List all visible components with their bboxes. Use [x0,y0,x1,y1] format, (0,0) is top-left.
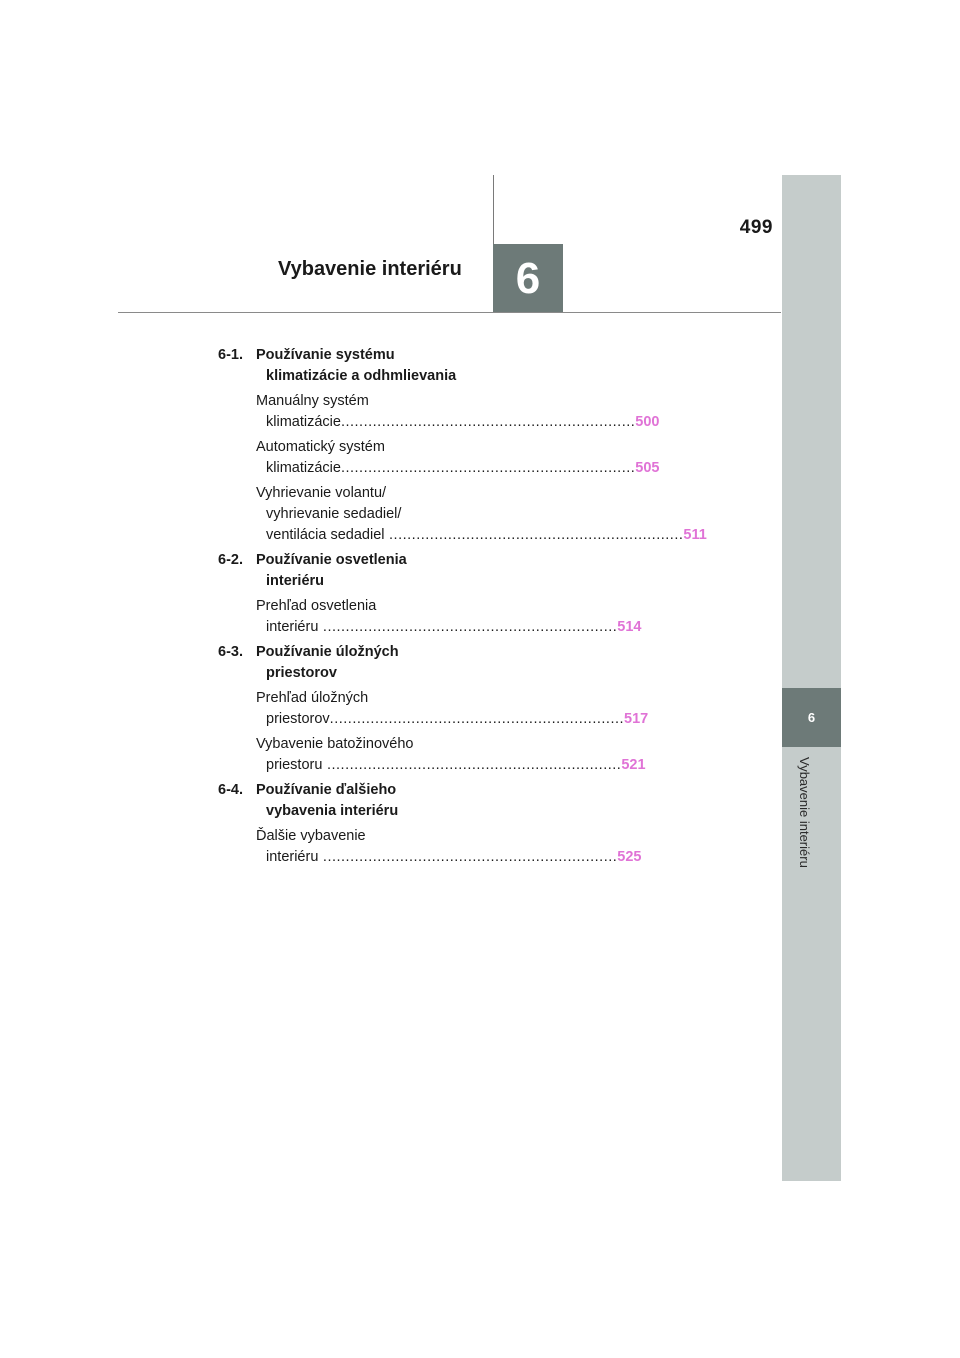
entry-title-line: Prehľad osvetlenia [256,598,377,614]
dot-leader: ................................................................. [318,849,618,865]
side-thumb-tab [782,175,841,1181]
section-title [256,780,468,822]
entry-last-line [256,412,660,433]
entry-last-line [256,458,660,479]
table-of-contents [218,345,707,872]
entry-title-line: Automatický systém [256,439,385,455]
entry-title-line: priestoru [266,757,323,773]
header-horizontal-divider [118,312,781,313]
entry-title-line: priestorov [266,711,330,727]
side-tab-label: Vybavenie interiéru [797,757,812,868]
entry-last-line [256,617,642,638]
section-title-line: vybavenia interiéru [266,803,399,819]
section-title-line: priestorov [266,665,337,681]
header-vertical-divider [493,175,494,245]
section-title [256,550,468,592]
dot-leader: ................................................................. [340,414,636,430]
toc-section-6-2 [218,550,468,592]
entry-title-line: interiéru [266,619,319,635]
entry-title-line: klimatizácie [266,460,341,476]
entry-title-line: klimatizácie [266,414,341,430]
section-title-line: Používanie systému [256,347,395,363]
section-title-line: interiéru [266,573,325,589]
entry-last-line [256,847,642,868]
section-number: 6-4. [218,782,243,798]
side-tab-chapter-number[interactable]: 6 [782,688,841,747]
entry-title-line: Vyhrievanie volantu/ [256,485,387,501]
page-link[interactable]: 511 [683,527,707,543]
section-title [256,345,468,387]
page-link[interactable]: 505 [635,460,660,476]
dot-leader: ................................................................. [329,711,625,727]
section-number: 6-1. [218,347,243,363]
chapter-number-box: 6 [493,244,563,313]
page-link[interactable]: 517 [624,711,649,727]
toc-section-6-3 [218,642,468,684]
toc-entry-manual-ac[interactable] [218,391,660,433]
toc-entry-automatic-ac[interactable] [218,437,660,479]
toc-entry-heated-steering[interactable] [218,483,707,546]
chapter-title: Vybavenie interiéru [278,258,462,280]
page-link[interactable]: 521 [621,757,646,773]
entry-title-line: Prehľad úložných [256,690,369,706]
toc-entry-interior-lights[interactable] [218,596,642,638]
entry-title-line: vyhrievanie sedadiel/ [266,506,402,522]
entry-last-line [256,709,649,730]
section-number: 6-3. [218,644,243,660]
entry-last-line [256,755,646,776]
section-title-line: klimatizácie a odhmlievania [266,368,457,384]
dot-leader: ................................................................. [318,619,618,635]
section-title-line: Používanie osvetlenia [256,552,407,568]
page-link[interactable]: 514 [617,619,642,635]
entry-title-line: Vybavenie batožinového [256,736,414,752]
entry-last-line [256,525,707,546]
dot-leader: ................................................................. [340,460,636,476]
page-link[interactable]: 525 [617,849,642,865]
toc-section-6-4 [218,780,468,822]
entry-title-line: Ďalšie vybavenie [256,828,366,844]
dot-leader: ................................................................. [384,527,684,543]
page-number: 499 [739,217,773,238]
page-link[interactable]: 500 [635,414,660,430]
toc-entry-luggage-features[interactable] [218,734,646,776]
toc-entry-other-interior[interactable] [218,826,642,868]
toc-entry-storage-overview[interactable] [218,688,649,730]
entry-title-line: ventilácia sedadiel [266,527,385,543]
entry-title-line: interiéru [266,849,319,865]
entry-title-line: Manuálny systém [256,393,369,409]
dot-leader: ................................................................. [322,757,622,773]
toc-section-6-1 [218,345,468,387]
section-number: 6-2. [218,552,243,568]
section-title-line: Používanie úložných [256,644,399,660]
section-title-line: Používanie ďalšieho [256,782,397,798]
section-title [256,642,468,684]
